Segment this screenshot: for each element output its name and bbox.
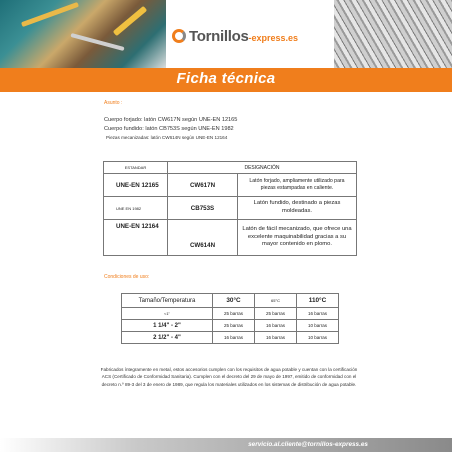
size-cell: 2 1/2" - 4"	[122, 332, 213, 344]
asunto-label: Asunto :	[104, 100, 123, 106]
header-size-temp: Tamaño/Temperatura	[122, 294, 213, 308]
asunto-line-2: Cuerpo fundido: latón CB753S según UNE-EN 1982	[104, 126, 234, 132]
table-row	[104, 174, 357, 197]
value-cell: 10 barras	[297, 332, 339, 344]
row-description: Latón de fácil mecanizado, que ofrece una excelente maquinabilidad gracias a su mayor contenido en plomo.	[238, 220, 357, 256]
asunto-line-3: Piezas mecanizadas: latón CW614N según UNE-EN 12164	[106, 135, 228, 140]
value-cell: 16 barras	[255, 332, 297, 344]
logo-icon	[172, 29, 186, 43]
row-description: Latón fundido, destinado a piezas moldeadas.	[238, 197, 357, 220]
temp-110: 110°C	[297, 294, 339, 308]
value-cell: 10 barras	[297, 320, 339, 332]
table-row	[122, 332, 339, 344]
table-row	[122, 320, 339, 332]
value-cell: 25 barras	[255, 308, 297, 320]
brand-logo[interactable]	[172, 26, 298, 46]
row-description: Latón forjado, ampliamente utilizado para piezas estampadas en caliente.	[238, 174, 357, 197]
footer-bar	[0, 438, 452, 452]
designation-table	[103, 161, 357, 256]
row-standard: UNE-EN 12164	[104, 220, 168, 256]
row-standard: UNE EN 1982	[104, 197, 168, 220]
row-code: CB753S	[168, 197, 238, 220]
value-cell: 25 barras	[213, 320, 255, 332]
header-designation: DESIGNACIÓN	[168, 162, 357, 174]
size-cell: <1"	[122, 308, 213, 320]
value-cell: 16 barras	[255, 320, 297, 332]
logo-sub-text: -express.es	[248, 32, 299, 43]
temp-65: 65°C	[255, 294, 297, 308]
header-photo-screws	[334, 0, 452, 70]
temp-30: 30°C	[213, 294, 255, 308]
table-row	[104, 197, 357, 220]
table-row	[122, 308, 339, 320]
conditions-label: Condiciones de uso:	[104, 274, 150, 280]
table-row	[104, 220, 357, 256]
certification-paragraph: Fabricados íntegramente en metal, estos accesorios cumplen con los requisitos de agua potable y cuentan con la certificación ACS (Certificado de Conformidad Sanitaria). Cumplen con el decreto del 29 de mayo de 1997, emitido de conformidad con el decreto n.º 89-3 del 3 de enero de 1989, que regula los materiales utilizados en los sistemas de distribución de agua potable.	[100, 367, 358, 387]
value-cell: 25 barras	[213, 308, 255, 320]
page-header	[0, 0, 452, 70]
row-code: CW617N	[168, 174, 238, 197]
conditions-table	[121, 293, 339, 344]
value-cell: 16 barras	[213, 332, 255, 344]
size-cell: 1 1/4" - 2"	[122, 320, 213, 332]
row-code: CW614N	[168, 220, 238, 256]
header-photo-tools	[0, 0, 166, 70]
header-standard: ESTANDAR	[104, 162, 168, 174]
value-cell: 16 barras	[297, 308, 339, 320]
page-title: Ficha técnica	[176, 70, 276, 87]
logo-main-text: Tornillos	[189, 27, 249, 45]
row-standard: UNE-EN 12165	[104, 174, 168, 197]
customer-service-email[interactable]: servicio.al.cliente@tornillos-express.es	[248, 441, 368, 448]
asunto-line-1: Cuerpo forjado: latón CW617N según UNE-EN 12165	[104, 117, 238, 123]
